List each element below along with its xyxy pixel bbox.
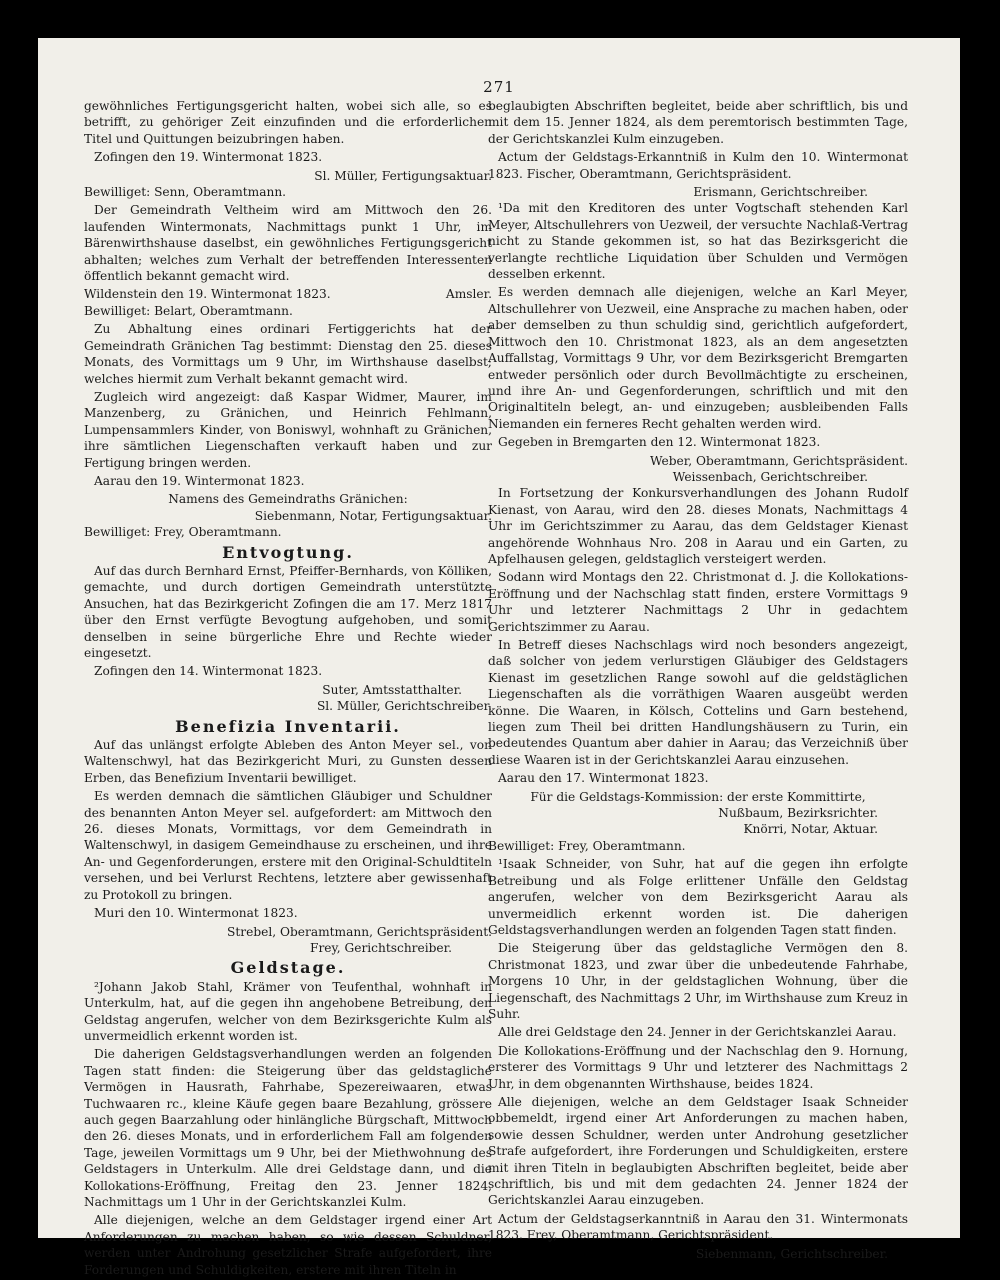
paragraph: gewöhnliches Fertigungsgericht halten, wobei sich alle, so es betrifft, zu gehöriger Zeit einzufinden und die erforderlichen Titel und Quittungen beizubringen haben. (84, 99, 492, 146)
signature: Erismann, Gerichtschreiber. (693, 185, 868, 200)
signature: Sl. Müller, Fertigungsaktuar. (314, 168, 492, 183)
paragraph: beglaubigten Abschriften begleitet, beide aber schriftlich, bis und mit dem 15. Jenner 1824, als dem peremtorisch bestimmten Tage, der Gerichtskanzlei Kulm einzugeben. (488, 99, 908, 146)
paragraph: Es werden demnach alle diejenigen, welche an Karl Meyer, Altschullehrer von Uezweil, eine Ansprache zu machen haben, oder aber demselben zu thun schuldig sind, gerichtlich aufgefordert, Mittwoch den 10. Christmonat 1823, als an dem angesetzten Auffallstag, Vormittags 9 Uhr, vor dem Bezirksgericht Bremgarten entweder persönlich oder durch Bevollmächtigte zu erscheinen, und ihre An- und Gegenforderungen, schriftlich und mit den Originaltiteln belegt, an- und einzugeben; ausbleibenden Falls Niemanden ein ferneres Recht gehalten werden wird. (488, 285, 908, 431)
paragraph: Zofingen den 19. Wintermonat 1823. (94, 150, 323, 165)
paragraph: Aarau den 19. Wintermonat 1823. (94, 473, 305, 488)
paragraph: Bewilliget: Frey, Oberamtmann. (84, 525, 282, 540)
signature-line (84, 286, 492, 302)
signature: Weissenbach, Gerichtschreiber. (672, 469, 868, 484)
signature: Siebenmann, Gerichtschreiber. (695, 1246, 888, 1261)
paragraph: Bewilliget: Senn, Oberamtmann. (84, 185, 287, 200)
signature-place-date: Wildenstein den 19. Wintermonat 1823. (84, 287, 331, 302)
paragraph: ¹Da mit den Kreditoren des unter Vogtschaft stehenden Karl Meyer, Altschullehrers von Uezweil, der versuchte Nachlaß-Vertrag nicht zu Stande gekommen ist, so hat das Bezirksgericht die verlangte rechtliche Liquidation über Schulden und Vermögen desselben erkennt. (488, 201, 908, 282)
paragraph: Auf das unlängst erfolgte Ableben des Anton Meyer sel., von Waltenschwyl, hat das Bezirkgericht Muri, zu Gunsten dessen Erben, das Benefizium Inventarii bewilliget. (84, 738, 492, 785)
paragraph: Zu Abhaltung eines ordinari Fertiggerichts hat der Gemeindrath Gränichen Tag bestimmt: Dienstag den 25. dieses Monats, des Vormittags um 9 Uhr, im Wirthshause daselbst; welches hiermit zum Verhalt bekannt gemacht wird. (84, 322, 492, 386)
paragraph: ²Johann Jakob Stahl, Krämer von Teufenthal, wohnhaft in Unterkulm, hat, auf die gegen ihn angehobene Betreibung, den Geldstag angerufen, welcher von dem Bezirksgerichte Kulm als unvermeidlich erkennt worden ist. (84, 979, 492, 1043)
centered-line: Namens des Gemeindraths Gränichen: (168, 492, 408, 507)
signature: Strebel, Oberamtmann, Gerichtspräsident. (227, 924, 492, 939)
left-column (84, 98, 492, 1280)
paragraph: Der Gemeindrath Veltheim wird am Mittwoch den 26. laufenden Wintermonats, Nachmittags punkt 1 Uhr, im Bärenwirthshause daselbst, ein gewöhnliches Fertigungsgericht abhalten; welches zum Verhalt der betreffenden Interessenten öffentlich bekannt gemacht wird. (84, 203, 492, 284)
signature: Siebenmann, Notar, Fertigungsaktuar. (254, 508, 492, 523)
paragraph: Alle drei Geldstage den 24. Jenner in der Gerichtskanzlei Aarau. (498, 1025, 897, 1040)
paragraph: Muri den 10. Wintermonat 1823. (94, 906, 298, 921)
paragraph: Die Steigerung über das geldstagliche Vermögen den 8. Christmonat 1823, und zwar über die unbedeutende Fahrhabe, Morgens 10 Uhr, in der geldstaglichen Wohnung, über die Liegenschaft, des Nachmittags 2 Uhr, im Wirthshause zum Kreuz in Suhr. (488, 941, 909, 1021)
centered-line: Für die Geldstags-Kommission: der erste Kommittirte, (530, 789, 866, 804)
section-heading: Geldstage. (230, 958, 346, 978)
signature: Weber, Oberamtmann, Gerichtspräsident. (650, 453, 908, 468)
paragraph: ¹Isaak Schneider, von Suhr, hat auf die gegen ihn erfolgte Betreibung und als Folge erlittener Unfälle den Geldstag angerufen, welcher von dem Bezirksgericht Aarau als unvermeidlich erkennt worden ist. Die daherigen Geldstagsverhandlungen werden an folgenden Tagen statt finden. (488, 857, 908, 937)
right-column (488, 98, 908, 1262)
paragraph: Es werden demnach die sämtlichen Gläubiger und Schuldner des benannten Anton Meyer sel. aufgefordert: am Mittwoch den 26. dieses Monats, Vormittags, vor dem Gemeindrath in Waltenschwyl, in dasigem Gemeindhause zu erscheinen, und ihre An- und Gegenforderungen, erstere mit den Original-Schuldtiteln versehen, und bei Verlurst Rechtens, letztere aber gewissenhaft zu Protokoll zu bringen. (84, 789, 492, 902)
paragraph: Bewilliget: Belart, Oberamtmann. (84, 303, 293, 318)
paragraph: Bewilliget: Frey, Oberamtmann. (488, 838, 686, 853)
page-number: 271 (483, 78, 515, 96)
signature: Frey, Gerichtschreiber. (310, 940, 452, 955)
paragraph: Zugleich wird angezeigt: daß Kaspar Widmer, Maurer, im Manzenberg, zu Gränichen, und Heinrich Fehlmann, Lumpensammlers Kinder, von Boniswyl, wohnhaft zu Gränichen, ihre sämtlichen Liegenschaften verkauft haben und zur Fertigung bringen werden. (84, 389, 492, 470)
signature: Sl. Müller, Gerichtschreiber. (316, 699, 492, 714)
paragraph: Zofingen den 14. Wintermonat 1823. (94, 664, 323, 679)
paragraph: Die Kollokations-Eröffnung und der Nachschlag den 9. Hornung, ersterer des Vormittags 9 Uhr und letzterer des Nachmittags 2 Uhr, in dem obgenannten Wirthshause, beides 1824. (488, 1043, 908, 1091)
paragraph: Alle diejenigen, welche an dem Geldstager irgend einer Art Anforderungen zu machen haben, so wie dessen Schuldner, werden unter Androhung gesetzlicher Strafe aufgefordert, ihre Forderungen und Schuldigkeiten, erstere mit ihren Titeln in (84, 1213, 492, 1277)
paragraph: Alle diejenigen, welche an dem Geldstager Isaak Schneider obbemeldt, irgend einer Art Anforderungen zu machen haben, sowie dessen Schuldner, werden unter Androhung gesetzlicher Strafe aufgefordert, ihre Forderungen und Schuldigkeiten, erstere mit ihren Titeln in beglaubigten Abschriften begleitet, beide aber schriftlich, bis und mit dem gedachten 24. Jenner 1824 der Gerichtskanzlei Aarau einzugeben. (488, 1094, 908, 1208)
signature: Nußbaum, Bezirksrichter. (718, 806, 878, 821)
newspaper-page (38, 38, 960, 1277)
paragraph: Actum der Geldstags-Erkanntniß in Kulm den 10. Wintermonat 1823. Fischer, Oberamtmann, Gerichtspräsident. (488, 150, 908, 181)
paragraph: Sodann wird Montags den 22. Christmonat d. J. die Kollokations-Eröffnung und der Nachschlag statt finden, erstere Vormittags 9 Uhr und letzterer Nachmittags 2 Uhr in gedachtem Gerichtszimmer zu Aarau. (488, 570, 908, 634)
paragraph: Gegeben in Bremgarten den 12. Wintermonat 1823. (498, 435, 821, 450)
signature: Knörri, Notar, Aktuar. (743, 822, 878, 837)
paragraph: Actum der Geldstagserkanntniß in Aarau den 31. Wintermonats 1823. Frey, Oberamtmann, Gerichtspräsident. (488, 1211, 908, 1243)
paragraph: In Fortsetzung der Konkursverhandlungen des Johann Rudolf Kienast, von Aarau, wird den 28. dieses Monats, Nachmittags 4 Uhr im Gerichtszimmer zu Aarau, das dem Geldstager Kienast angehörende Wohnhaus Nro. 208 in Aarau und ein Garten, zu Apfelhausen gelegen, geldstaglich versteigert werden. (488, 486, 908, 566)
paragraph: Die daherigen Geldstagsverhandlungen werden an folgenden Tagen statt finden: die Steigerung über das geldstagliche Vermögen in Hausrath, Fahrhabe, Spezereiwaaren, etwas Tuchwaaren rc., kleine Käufe gegen baare Bezahlung, grössere auch gegen Baarzahlung oder hinlängliche Bürgschaft, Mittwoch den 26. dieses Monats, und in erforderlichem Fall am folgenden Tage, jeweilen Vormittags um 9 Uhr, bei der Miethwohnung des Geldstagers in Unterkulm. Alle drei Geldstage dann, und die Kollokations-Eröffnung, Freitag den 23. Jenner 1824, Nachmittags um 1 Uhr in der Gerichtskanzlei Kulm. (84, 1047, 492, 1209)
signature: Suter, Amtsstatthalter. (322, 682, 462, 697)
section-heading: Benefizia Inventarii. (175, 716, 401, 736)
paragraph: Auf das durch Bernhard Ernst, Pfeiffer-Bernhards, von Kölliken, gemachte, und durch dortigen Gemeindrath unterstützte Ansuchen, hat das Bezirkgericht Zofingen die am 17. Merz 1817 über den Ernst verfügte Bevogtung aufgehoben, und somit denselben in seine bürgerliche Ehre und Rechte wieder eingesetzt. (84, 563, 492, 660)
paragraph: In Betreff dieses Nachschlags wird noch besonders angezeigt, daß solcher von jedem verlurstigen Gläubiger des Geldstagers Kienast im gesetzlichen Range sowohl auf die geldstäglichen Liegenschaften als die vorräthigen Waaren ausgeübt werden könne. Die Waaren, in Kölsch, Cottelins und Garn bestehend, liegen zum Theil bei dritten Handlungshäusern zu Turin, ein bedeutendes Quantum aber dahier in Aarau; das Verzeichniß über diese Waaren ist in der Gerichtskanzlei Aarau einzusehen. (488, 638, 908, 767)
section-heading: Entvogtung. (222, 542, 354, 562)
signature-name: Amsler. (445, 287, 492, 302)
paragraph: Aarau den 17. Wintermonat 1823. (498, 771, 709, 786)
